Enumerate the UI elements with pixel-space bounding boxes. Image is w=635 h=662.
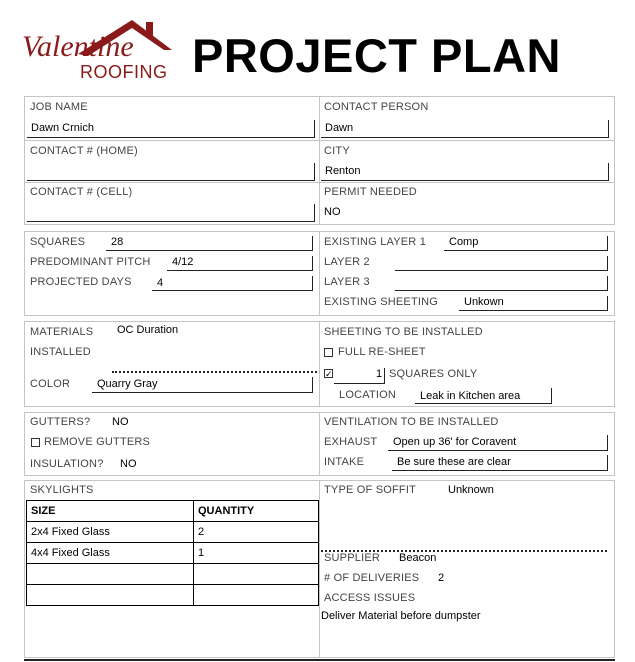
sheeting-install-label: SHEETING TO BE INSTALLED bbox=[324, 326, 483, 338]
quantity-column-header: QUANTITY bbox=[194, 501, 319, 522]
permit-value[interactable]: NO bbox=[324, 206, 341, 218]
skylights-table bbox=[26, 500, 319, 606]
skylights-divider bbox=[319, 480, 320, 658]
color-value: Quarry Gray bbox=[97, 378, 158, 390]
days-value: 4 bbox=[157, 277, 164, 289]
insulation-value[interactable]: NO bbox=[120, 458, 137, 470]
layer3-field[interactable] bbox=[395, 276, 608, 291]
logo-word-roofing: ROOFING bbox=[80, 62, 168, 82]
gutters-value[interactable]: NO bbox=[112, 416, 129, 428]
table-row bbox=[27, 564, 319, 585]
size-cell[interactable] bbox=[27, 564, 194, 585]
color-label: COLOR bbox=[30, 378, 71, 390]
size-cell[interactable] bbox=[27, 585, 194, 606]
layer2-label: LAYER 2 bbox=[324, 256, 370, 268]
soffit-value[interactable]: Unknown bbox=[448, 484, 494, 496]
squares-only-checkbox[interactable]: ✓ bbox=[325, 369, 333, 379]
materials-dotted-line bbox=[112, 371, 317, 373]
table-row bbox=[27, 522, 319, 543]
contact-cell-label: CONTACT # (CELL) bbox=[30, 186, 133, 198]
city-field[interactable] bbox=[321, 163, 609, 181]
page-title: PROJECT PLAN bbox=[192, 29, 561, 82]
gutters-divider bbox=[319, 412, 320, 476]
full-resheet-label: FULL RE-SHEET bbox=[338, 346, 426, 358]
contact-home-field[interactable] bbox=[27, 163, 315, 181]
job-row-divider-1 bbox=[24, 140, 615, 141]
skylights-label: SKYLIGHTS bbox=[30, 484, 94, 496]
squares-field[interactable] bbox=[106, 236, 313, 251]
table-row bbox=[27, 543, 319, 564]
quantity-cell[interactable] bbox=[194, 564, 319, 585]
gutters-label: GUTTERS? bbox=[30, 416, 91, 428]
installed-label: INSTALLED bbox=[30, 346, 91, 358]
location-label: LOCATION bbox=[339, 389, 397, 401]
job-info-divider bbox=[319, 96, 320, 225]
access-issues-label: ACCESS ISSUES bbox=[324, 592, 416, 604]
squares-only-value: 1 bbox=[376, 368, 383, 380]
materials-value[interactable]: OC Duration bbox=[117, 324, 179, 336]
logo-word-valentine: Valentine bbox=[22, 30, 134, 63]
exhaust-value: Open up 36' for Coravent bbox=[393, 436, 517, 448]
intake-label: INTAKE bbox=[324, 456, 365, 468]
size-cell[interactable]: 2x4 Fixed Glass bbox=[27, 522, 194, 543]
supplier-value[interactable]: Beacon bbox=[399, 552, 437, 564]
materials-label: MATERIALS bbox=[30, 326, 94, 338]
insulation-label: INSULATION? bbox=[30, 458, 104, 470]
soffit-label: TYPE OF SOFFIT bbox=[324, 484, 417, 496]
company-logo bbox=[22, 16, 182, 84]
job-row-divider-2 bbox=[24, 182, 615, 183]
days-field[interactable] bbox=[152, 276, 313, 291]
pitch-value: 4/12 bbox=[172, 256, 194, 268]
skylights-header-row bbox=[27, 501, 319, 522]
size-column-header: SIZE bbox=[27, 501, 194, 522]
existing-sheeting-label: EXISTING SHEETING bbox=[324, 296, 439, 308]
roof-divider bbox=[319, 231, 320, 316]
full-resheet-checkbox[interactable] bbox=[324, 348, 333, 357]
days-label: PROJECTED DAYS bbox=[30, 276, 132, 288]
contact-cell-field[interactable] bbox=[27, 204, 315, 222]
size-cell[interactable]: 4x4 Fixed Glass bbox=[27, 543, 194, 564]
layer1-label: EXISTING LAYER 1 bbox=[324, 236, 427, 248]
squares-only-label: SQUARES ONLY bbox=[389, 368, 478, 380]
exhaust-label: EXHAUST bbox=[324, 436, 378, 448]
layer2-field[interactable] bbox=[395, 256, 608, 271]
intake-value: Be sure these are clear bbox=[397, 456, 511, 468]
job-name-value: Dawn Crnich bbox=[31, 122, 94, 134]
quantity-cell[interactable]: 1 bbox=[194, 543, 319, 564]
remove-gutters-checkbox[interactable] bbox=[31, 438, 40, 447]
squares-value: 28 bbox=[111, 236, 124, 248]
deliveries-value[interactable]: 2 bbox=[438, 572, 445, 584]
materials-divider bbox=[319, 321, 320, 407]
city-value: Renton bbox=[325, 165, 361, 177]
quantity-cell[interactable] bbox=[194, 585, 319, 606]
deliveries-label: # OF DELIVERIES bbox=[324, 572, 420, 584]
ventilation-label: VENTILATION TO BE INSTALLED bbox=[324, 416, 499, 428]
layer3-label: LAYER 3 bbox=[324, 276, 370, 288]
permit-label: PERMIT NEEDED bbox=[324, 186, 417, 198]
layer1-value: Comp bbox=[449, 236, 479, 248]
remove-gutters-label: REMOVE GUTTERS bbox=[44, 436, 151, 448]
pitch-label: PREDOMINANT PITCH bbox=[30, 256, 151, 268]
access-issues-value[interactable]: Deliver Material before dumpster bbox=[321, 610, 481, 622]
squares-label: SQUARES bbox=[30, 236, 86, 248]
table-row bbox=[27, 585, 319, 606]
job-name-label: JOB NAME bbox=[30, 101, 88, 113]
city-label: CITY bbox=[324, 145, 350, 157]
contact-home-label: CONTACT # (HOME) bbox=[30, 145, 138, 157]
existing-sheeting-value: Unkown bbox=[464, 296, 504, 308]
quantity-cell[interactable]: 2 bbox=[194, 522, 319, 543]
contact-person-label: CONTACT PERSON bbox=[324, 101, 429, 113]
location-value: Leak in Kitchen area bbox=[420, 390, 521, 402]
contact-person-field[interactable] bbox=[321, 120, 609, 138]
contact-person-value: Dawn bbox=[325, 122, 354, 134]
bottom-rule bbox=[24, 659, 615, 661]
supplier-label: SUPPLIER bbox=[324, 552, 381, 564]
